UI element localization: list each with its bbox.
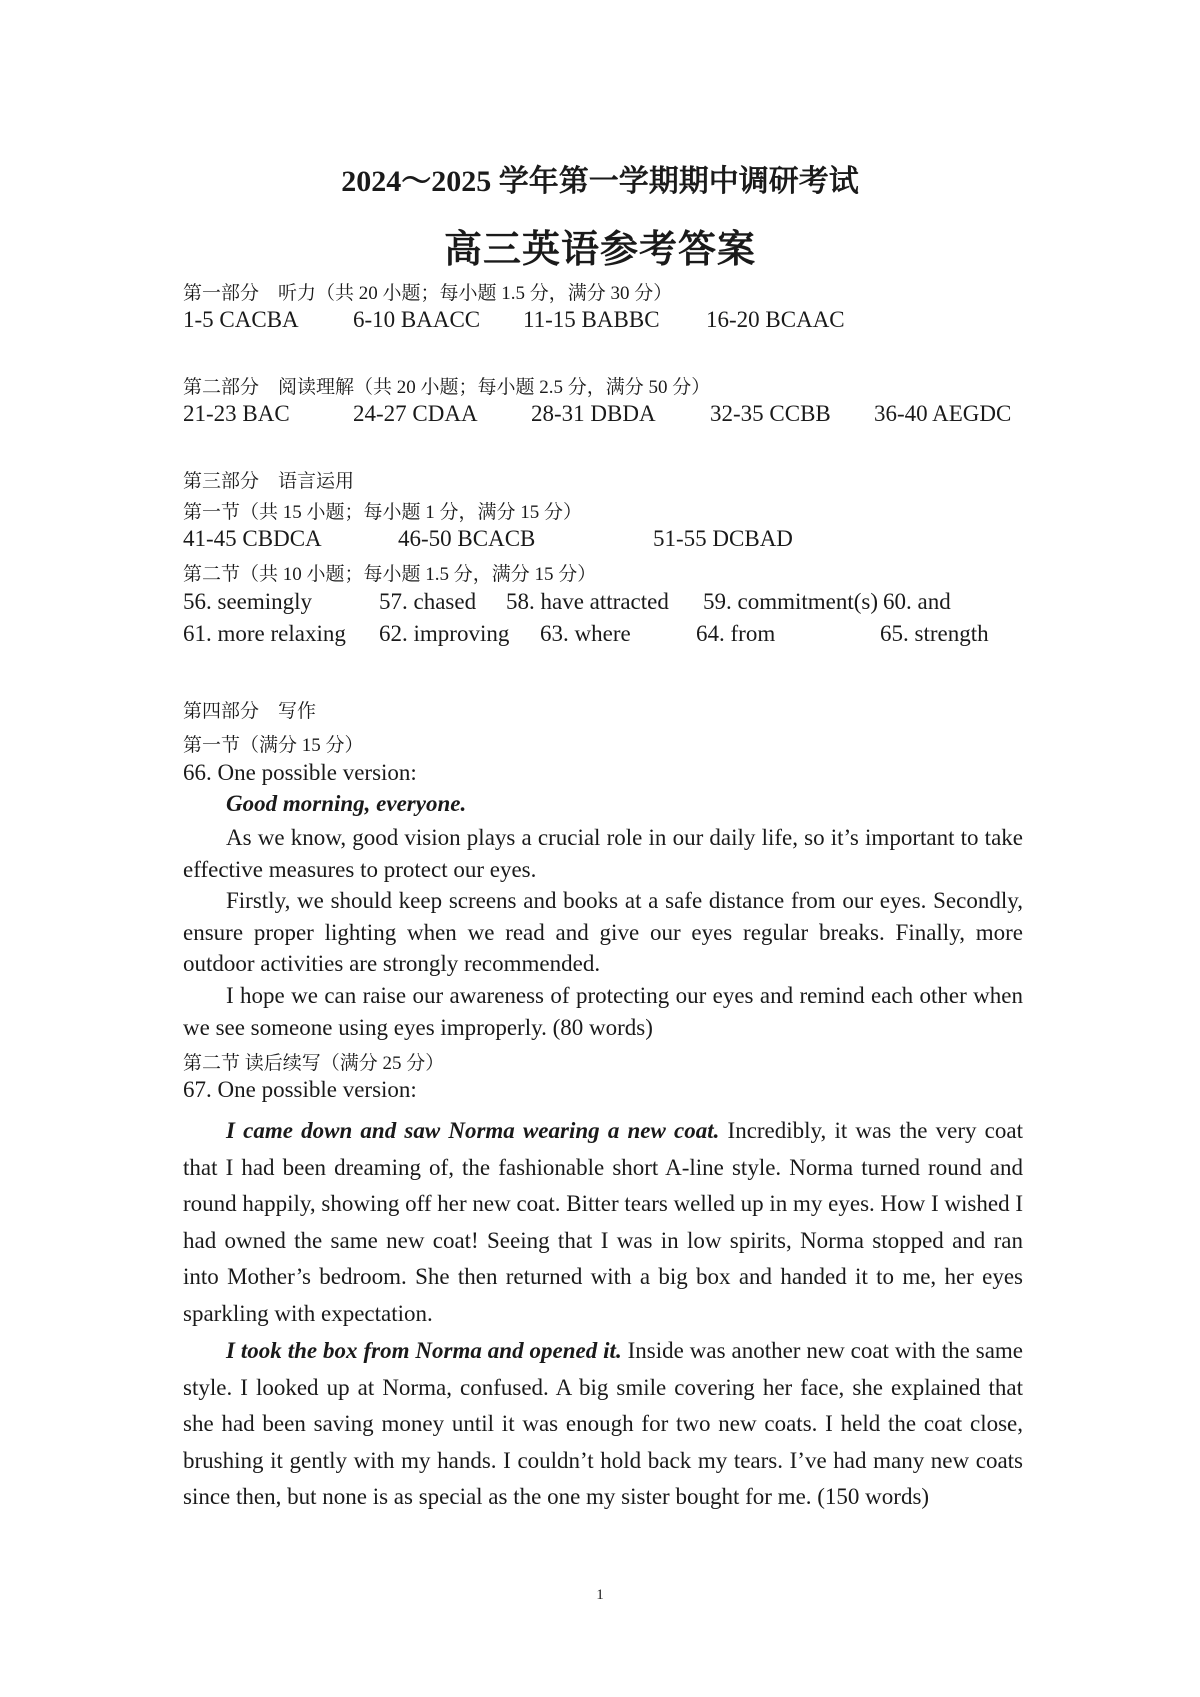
answer-item: 64. from xyxy=(696,621,776,646)
writing1-greeting: Good morning, everyone. xyxy=(226,791,467,816)
answer-group: 32-35 CCBB xyxy=(710,401,831,426)
answer-group: 46-50 BCACB xyxy=(398,526,536,551)
part1-answers xyxy=(183,307,1083,337)
answer-group: 36-40 AEGDC xyxy=(874,401,1012,426)
part3-section2-heading: 第二节（共 10 小题；每小题 1.5 分，满分 15 分） xyxy=(183,564,597,585)
part3-section2-answers-row1 xyxy=(183,589,1083,619)
answer-group: 6-10 BAACC xyxy=(353,307,481,332)
exam-subtitle: 高三英语参考答案 xyxy=(443,229,756,271)
answer-group: 11-15 BABBC xyxy=(523,307,660,332)
part3-section1-answers xyxy=(183,526,1083,556)
part1-heading: 第一部分 听力（共 20 小题；每小题 1.5 分，满分 30 分） xyxy=(183,283,673,304)
part2-heading: 第二部分 阅读理解（共 20 小题；每小题 2.5 分，满分 50 分） xyxy=(183,377,711,398)
answer-item: 56. seemingly xyxy=(183,589,313,614)
exam-title: 2024～2025 学年第一学期期中调研考试 xyxy=(341,165,859,198)
answer-group: 51-55 DCBAD xyxy=(653,526,793,551)
part4-heading: 第四部分 写作 xyxy=(183,701,317,722)
writing2-intro: 67. One possible version: xyxy=(183,1077,417,1102)
answer-group: 1-5 CACBA xyxy=(183,307,299,332)
answer-group: 41-45 CBDCA xyxy=(183,526,322,551)
paragraph-1-lead: I came down and saw Norma wearing a new coat. xyxy=(226,1118,720,1143)
writing1-paragraph: Firstly, we should keep screens and books at a safe distance from our eyes. Secondly, ensure proper lighting when we read and give our eyes regular breaks. Finally, more outdoor activities are strongly recommended. xyxy=(183,888,1023,976)
writing1-paragraph: I hope we can raise our awareness of protecting our eyes and remind each other when we see someone using eyes improperly. (80 words) xyxy=(183,983,1023,1040)
answer-item: 59. commitment(s) xyxy=(703,589,879,614)
answer-group: 16-20 BCAAC xyxy=(706,307,845,332)
answer-item: 60. and xyxy=(883,589,951,614)
answer-item: 58. have attracted xyxy=(506,589,669,614)
part3-heading: 第三部分 语言运用 xyxy=(183,471,355,492)
paragraph-2-body: Inside was another new coat with the same style. I looked up at Norma, confused. A big smile covering her face, she explained that she had been saving money until it was enough for two new coats. I held the coat close, brushing it gently with my hands. I couldn’t hold back my tears. I’ve had many new coats since then, but none is as special as the one my sister bought for me. (150 words) xyxy=(183,1338,1023,1509)
answer-item: 57. chased xyxy=(379,589,477,614)
writing1-intro: 66. One possible version: xyxy=(183,760,417,785)
part3-section1-heading: 第一节（共 15 小题；每小题 1 分，满分 15 分） xyxy=(183,502,583,523)
part4-section1-heading: 第一节（满分 15 分） xyxy=(183,735,364,756)
paragraph-1-body: Incredibly, it was the very coat that I had been dreaming of, the fashionable short A-line style. Norma turned round and round happily, showing off her new coat. Bitter tears welled up in my eyes. How I wished I had owned the same new coat! Seeing that I was in low spirits, Norma stopped and ran into Mother’s bedroom. She then returned with a big box and handed it to me, her eyes sparkling with expectation. xyxy=(183,1118,1023,1326)
part2-answers xyxy=(183,401,1083,431)
answer-item: 63. where xyxy=(540,621,631,646)
writing1-paragraph: As we know, good vision plays a crucial role in our daily life, so it’s important to take effective measures to protect our eyes. xyxy=(183,825,1023,882)
part3-section2-answers-row2 xyxy=(183,621,1083,651)
writing2-paragraph-1 xyxy=(183,1113,1023,1332)
part4-section2-heading: 第二节 读后续写（满分 25 分） xyxy=(183,1053,445,1074)
writing2-paragraph-2 xyxy=(183,1333,1023,1516)
answer-group: 28-31 DBDA xyxy=(531,401,656,426)
answer-group: 21-23 BAC xyxy=(183,401,290,426)
answer-item: 61. more relaxing xyxy=(183,621,346,646)
answer-group: 24-27 CDAA xyxy=(353,401,478,426)
answer-item: 62. improving xyxy=(379,621,510,646)
answer-item: 65. strength xyxy=(880,621,989,646)
page-number: 1 xyxy=(596,1587,604,1603)
paragraph-2-lead: I took the box from Norma and opened it. xyxy=(226,1338,622,1363)
